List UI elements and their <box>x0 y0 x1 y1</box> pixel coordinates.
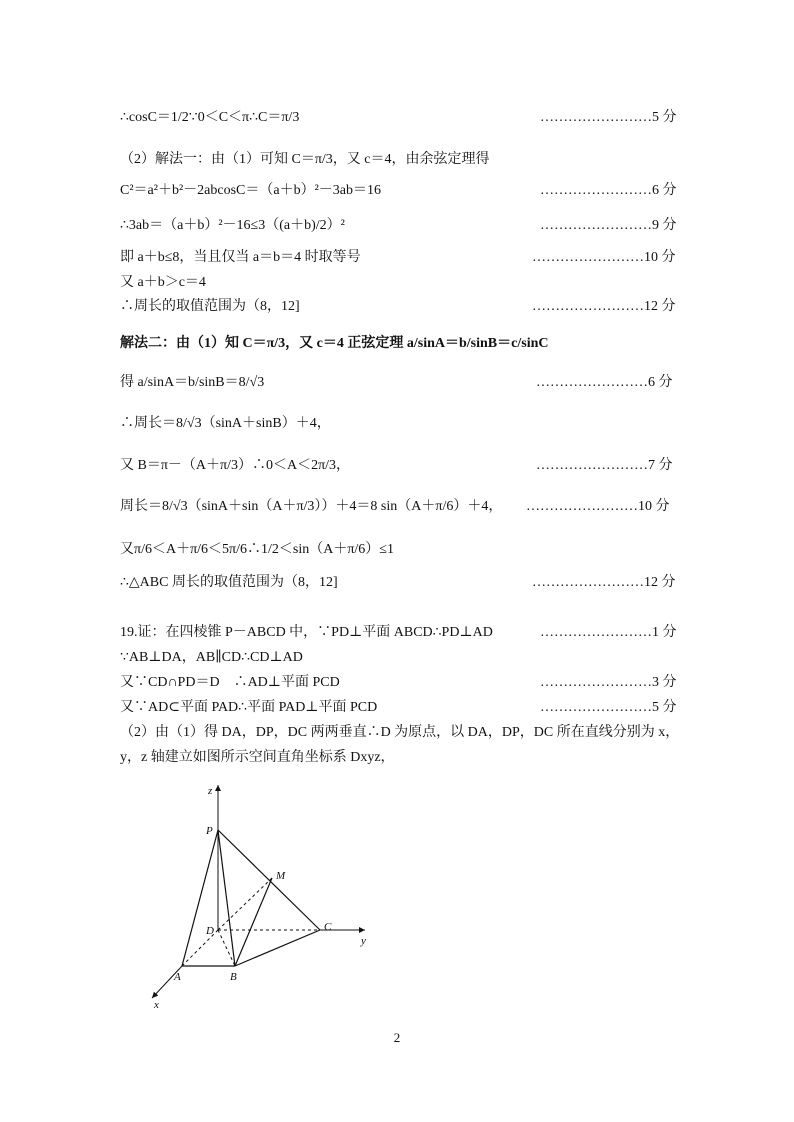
line-3: C²＝a²＋b²－2abcosC＝（a＋b）²－3ab＝16 <box>120 183 381 198</box>
score-17: ……………………3 分 <box>540 675 677 690</box>
label-y: y <box>361 935 366 947</box>
score-4: ……………………9 分 <box>540 218 677 233</box>
label-B: B <box>230 971 237 983</box>
score-14: ……………………12 分 <box>532 575 676 590</box>
line-5: 即 a＋b≤8，当且仅当 a＝b＝4 时取等号 <box>120 250 361 265</box>
label-C: C <box>324 921 332 933</box>
score-9: ……………………6 分 <box>536 375 673 390</box>
score-12: ……………………10 分 <box>526 499 670 514</box>
line-4: ∴3ab＝（a＋b）²－16≤3（(a＋b)/2）² <box>120 218 345 233</box>
edge-PB <box>218 830 235 966</box>
line-11: 又 B＝π－（A＋π/3）∴0＜A＜2π/3， <box>120 458 351 473</box>
edge-DM <box>218 878 272 930</box>
label-P: P <box>206 825 213 837</box>
line-14: ∴△ABC 周长的取值范围为（8，12] <box>120 575 338 590</box>
line-12: 周长＝8/√3（sinA＋sin（A＋π/3））＋4＝8 sin（A＋π/6）＋4， <box>120 499 503 514</box>
line-10: ∴周长＝8/√3（sinA＋sinB）＋4， <box>120 416 331 431</box>
line-17: 又∵CD∩PD＝D ∴AD⊥平面 PCD <box>120 675 340 690</box>
line-16: ∵AB⊥DA，AB∥CD∴CD⊥AD <box>120 650 303 665</box>
line-9: 得 a/sinA＝b/sinB＝8/√3 <box>120 375 265 390</box>
line-7: ∴周长的取值范围为（8，12] <box>120 299 300 314</box>
score-3: ……………………6 分 <box>540 183 677 198</box>
label-z: z <box>208 785 213 797</box>
score-11: ……………………7 分 <box>536 458 673 473</box>
line-6: 又 a＋b＞c＝4 <box>120 275 206 290</box>
line-13: 又π/6＜A＋π/6＜5π/6∴1/2＜sin（A＋π/6）≤1 <box>120 542 394 557</box>
label-D: D <box>206 925 214 937</box>
score-15: ……………………1 分 <box>540 625 677 640</box>
line-1: ∴cosC＝1/2∵0＜C＜π∴C＝π/3 <box>120 110 300 125</box>
score-18: ……………………5 分 <box>540 700 677 715</box>
line-18: 又∵AD⊂平面 PAD∴平面 PAD⊥平面 PCD <box>120 700 378 715</box>
line-8: 解法二：由（1）知 C＝π/3，又 c＝4 正弦定理 a/sinA＝b/sinB＝c/sinC <box>120 336 549 351</box>
label-x: x <box>154 999 159 1011</box>
page-number: 2 <box>393 1030 401 1045</box>
line-19: （2）由（1）得 DA，DP，DC 两两垂直∴D 为原点，以 DA，DP，DC 所在直线分别为 x， <box>120 725 680 740</box>
pyramid-figure <box>140 780 380 1015</box>
label-M: M <box>276 870 286 882</box>
line-2: （2）解法一：由（1）可知 C＝π/3，又 c＝4，由余弦定理得 <box>120 152 490 167</box>
score-1: ……………………5 分 <box>540 110 677 125</box>
score-7: ……………………12 分 <box>532 299 676 314</box>
score-5: ……………………10 分 <box>532 250 676 265</box>
edge-PA <box>182 830 218 966</box>
line-20: y，z 轴建立如图所示空间直角坐标系 Dxyz， <box>120 750 395 765</box>
line-15: 19.证：在四棱锥 P－ABCD 中，∵PD⊥平面 ABCD∴PD⊥AD <box>120 625 493 640</box>
label-A: A <box>174 971 181 983</box>
edge-PC <box>218 830 320 930</box>
